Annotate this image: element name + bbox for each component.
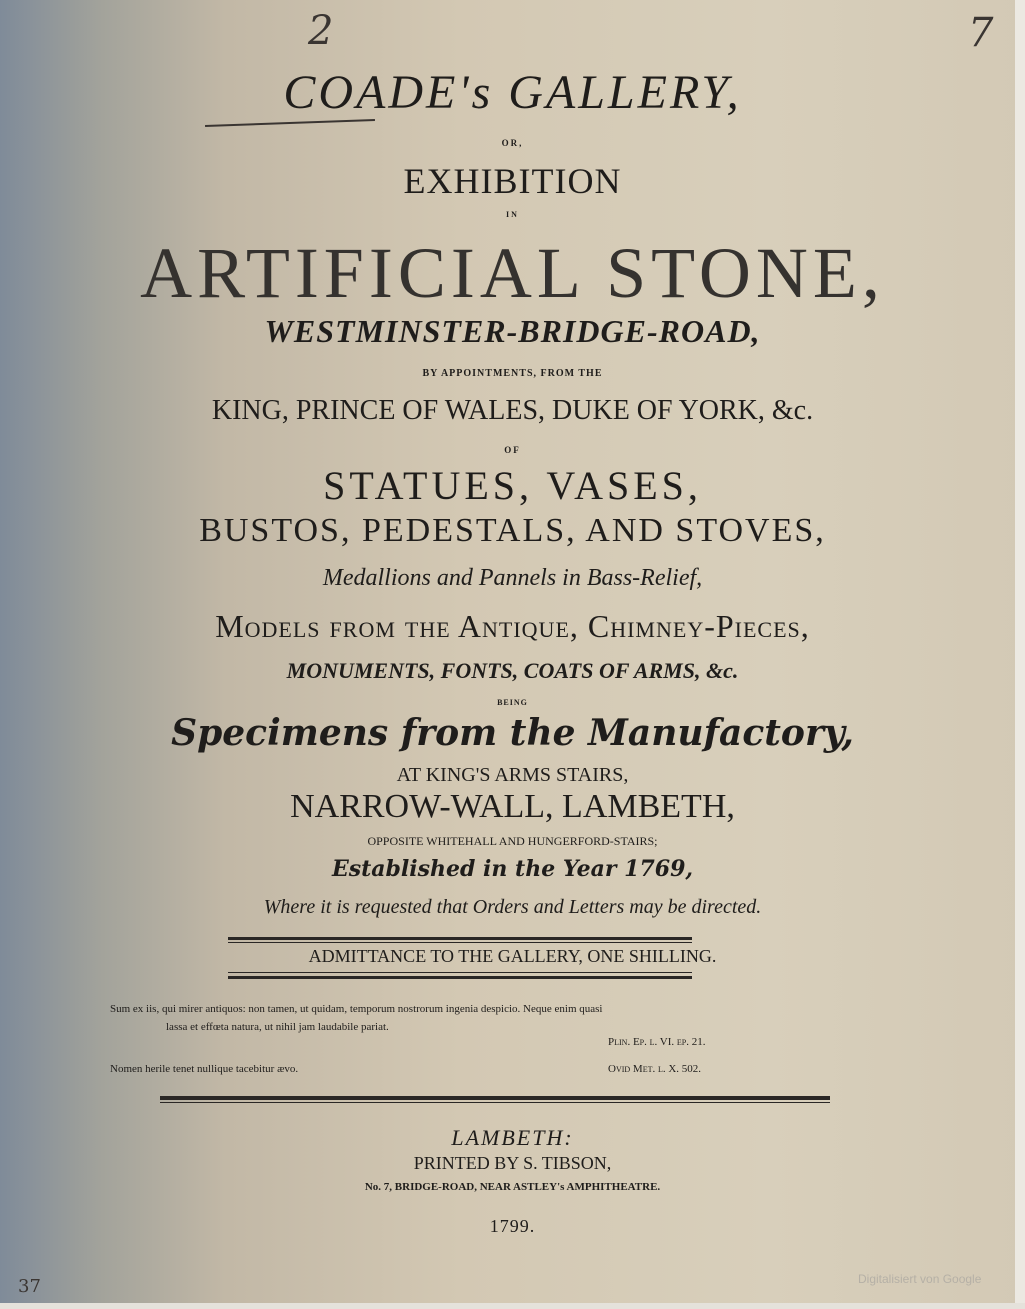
- page-number: 37: [18, 1276, 41, 1297]
- title-bustos: BUSTOS, PEDESTALS, AND STOVES,: [199, 512, 826, 549]
- title-or: OR,: [501, 138, 524, 148]
- watermark: Digitalisiert von Google: [858, 1272, 982, 1286]
- title-medallions: Medallions and Pannels in Bass-Relief,: [322, 565, 703, 591]
- quote-pliny-ref: Plin. Ep. l. VI. ep. 21.: [608, 1036, 706, 1048]
- title-specimens: Specimens from the Manufactory,: [171, 712, 854, 754]
- imprint-printer: PRINTED BY S. TIBSON,: [413, 1153, 612, 1173]
- title-in: IN: [506, 210, 519, 219]
- title-artificial-stone: ARTIFICIAL STONE,: [140, 233, 885, 313]
- handwritten-underline: [205, 119, 375, 127]
- title-being: BEING: [497, 698, 528, 707]
- title-coades-gallery: COADE's GALLERY,: [283, 66, 742, 119]
- imprint-year: 1799.: [489, 1216, 536, 1236]
- title-narrow-wall: NARROW-WALL, LAMBETH,: [290, 788, 735, 825]
- title-models: Models from the Antique, Chimney-Pieces,: [215, 608, 810, 644]
- quote-ovid-ref: Ovid Met. l. X. 502.: [608, 1063, 702, 1075]
- admittance-text: ADMITTANCE TO THE GALLERY, ONE SHILLING.: [308, 946, 717, 966]
- quote-pliny-line1: Sum ex iis, qui mirer antiquos: non tamen, ut quidam, temporum nostrorum ingenia despicio. Neque enim quasi: [110, 1003, 603, 1015]
- title-monuments: MONUMENTS, FONTS, COATS OF ARMS, &c.: [286, 658, 739, 683]
- rule-bottom-thin: [228, 972, 692, 973]
- title-exhibition: EXHIBITION: [403, 161, 622, 201]
- title-road: WESTMINSTER-BRIDGE-ROAD,: [264, 313, 761, 349]
- quote-ovid-line: Nomen herile tenet nullique tacebitur ævo.: [110, 1063, 299, 1075]
- rule-heavy: [160, 1096, 830, 1100]
- title-by-appointments: BY APPOINTMENTS, FROM THE: [422, 368, 603, 379]
- rule-top-double: [228, 937, 692, 940]
- title-patrons: KING, PRINCE OF WALES, DUKE OF YORK, &c.: [211, 395, 814, 426]
- title-kings-arms: AT KING'S ARMS STAIRS,: [396, 764, 629, 786]
- rule-heavy-thin: [160, 1102, 830, 1103]
- title-opposite: OPPOSITE WHITEHALL AND HUNGERFORD-STAIRS;: [367, 834, 658, 848]
- rule-top-thin: [228, 942, 692, 943]
- title-established: Established in the Year 1769,: [331, 856, 694, 882]
- quote-pliny-line2: lassa et effœta natura, ut nihil jam laudabile pariat.: [166, 1021, 389, 1033]
- page-bottom-edge: [0, 1303, 1025, 1309]
- title-orders: Where it is requested that Orders and Letters may be directed.: [263, 896, 762, 918]
- handwritten-mark-corner: 7: [968, 10, 994, 56]
- rule-bottom-double: [228, 976, 692, 979]
- handwritten-mark-top: 2: [308, 8, 334, 54]
- title-of: OF: [504, 445, 521, 455]
- imprint-place: LAMBETH:: [451, 1125, 574, 1150]
- title-statues: STATUES, VASES,: [323, 463, 702, 508]
- imprint-address: No. 7, BRIDGE-ROAD, NEAR ASTLEY's AMPHITHEATRE.: [364, 1181, 661, 1193]
